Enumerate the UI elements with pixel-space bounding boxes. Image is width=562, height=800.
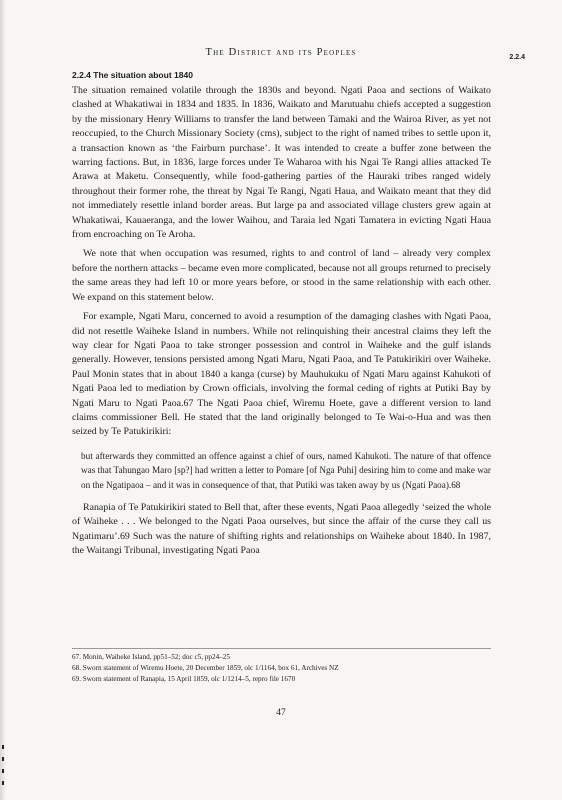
- binding-mark: [2, 781, 4, 785]
- footnote-69: 69. Sworn statement of Ranapia, 15 April 1859, olc 1/1214–5, repro file 1670: [72, 675, 296, 683]
- footnote-divider: [72, 648, 491, 649]
- section-heading: 2.2.4 The situation about 1840: [72, 70, 193, 80]
- paragraph-2: We note that when occupation was resumed, rights to and control of land – already very complex before the northern attacks – became even more complicated, because not all groups returned to precisely the same areas they had left 10 or more years before, or stood in the same relationship with each other. We expand on this statement below.: [72, 248, 491, 303]
- footnotes: [72, 648, 491, 685]
- paragraph-1: The situation remained volatile through the 1830s and beyond. Ngati Paoa and sections of Waikato clashed at Whakatiwai in 1834 and 1835. In 1836, Waikato and Marutuahu chiefs accepted a suggestion by the missionary Henry Williams to transfer the land between Tamaki and the Wairoa River, as yet not reoccupied, to the Church Missionary Society (cms), subject to the right of named tribes to settle upon it, a transaction known as ‘the Fairburn purchase’. It was intended to create a buffer zone between the warring factions. But, in 1836, large forces under Te Waharoa with his Ngai Te Rangi allies attacked Te Arawa at Maketu. Consequently, while food-gathering parties of the Hauraki tribes ranged widely throughout their former rohe, the threat by Ngai Te Rangi, Ngati Haua, and Waikato meant that they did not immediately resettle inland border areas. But large pa and associated village clusters grew again at Whakatiwai, Kauaeranga, and the lower Waihou, and Taraia led Ngati Tamatera in evicting Ngati Haua from encroaching on Te Aroha.: [72, 85, 491, 241]
- binding-mark: [2, 757, 4, 761]
- running-head: The District and its Peoples: [205, 47, 357, 58]
- binding-mark: [2, 769, 4, 773]
- page-edge-shadow: [0, 0, 6, 800]
- page-number: 47: [276, 708, 286, 718]
- section-number: 2.2.4: [509, 54, 525, 61]
- paragraph-4: Ranapia of Te Patukirikiri stated to Bell that, after these events, Ngati Paoa allegedly ‘seized the whole of Waiheke . . . We belonged to the Ngati Paoa ourselves, but since the affair of the curse they call us Ngatimaru’.69 Such was the nature of shifting rights and relationships on Waiheke about 1840. In 1987, the Waitangi Tribunal, investigating Ngati Paoa: [72, 501, 491, 557]
- footnote-68: 68. Sworn statement of Wiremu Hoete, 20 December 1859, olc 1/1164, box 61, Archives NZ: [72, 664, 339, 672]
- body-text: [72, 84, 491, 564]
- binding-mark: [2, 745, 4, 749]
- footnote-67: 67. Monin, Waiheke Island, pp51–52; doc c5, pp24–25: [72, 653, 230, 661]
- block-quote: but afterwards they committed an offence against a chief of ours, named Kahukoti. The nature of that offence was that Tahungao Maro [sp?] had written a letter to Pomare [of Nga Puhi] desiring him to come and make war on the Ngatipaoa – and it was in consequence of that, that Putiki was taken away by us (Ngati Paoa).68: [81, 450, 491, 490]
- binding-marks: [2, 745, 5, 795]
- paragraph-3: For example, Ngati Maru, concerned to avoid a resumption of the damaging clashes with Ngati Paoa, did not resettle Waiheke Island in numbers. While not relinquishing their ancestral claims they left the way clear for Ngati Paoa to take stronger possession and control in Waiheke and the gulf islands generally. However, tensions persisted among Ngati Maru, Ngati Paoa, and Te Patukirikiri over Waiheke. Paul Monin states that in about 1840 a kanga (curse) by Mauhukuku of Ngati Maru against Kahukoti of Ngati Paoa led to mediation by Crown officials, involving the formal ceding of rights at Putiki Bay by Ngati Maru to Ngati Paoa.67 The Ngati Paoa chief, Wiremu Hoete, gave a different version to land claims commissioner Bell. He stated that the land originally belonged to Te Wai-o-Hua and was then seized by Te Patukirikiri:: [72, 311, 491, 438]
